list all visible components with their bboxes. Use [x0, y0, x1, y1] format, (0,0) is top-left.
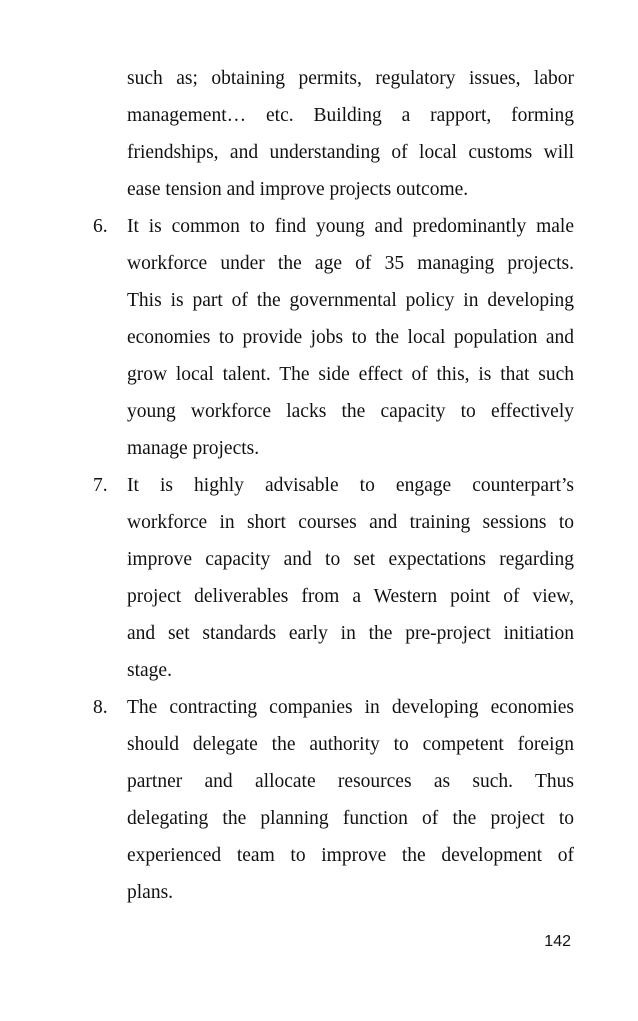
list-item-7-line: stage.	[127, 660, 172, 681]
continuation-line: ease tension and improve projects outcome.	[127, 179, 469, 200]
list-item-8-line: plans.	[127, 882, 174, 903]
list-item-6-line: This is part of the governmental policy in developing	[127, 290, 574, 311]
list-item-number-7: 7.	[93, 475, 108, 496]
list-item-7-line: improve capacity and to set expectations regarding	[127, 549, 574, 570]
continuation-line: management… etc. Building a rapport, forming	[127, 105, 574, 126]
list-item-7-line: project deliverables from a Western point of view,	[127, 586, 574, 607]
list-item-number-6: 6.	[93, 216, 108, 237]
list-item-7-line: and set standards early in the pre-project initiation	[127, 623, 574, 644]
list-item-8-line: The contracting companies in developing economies	[127, 697, 574, 718]
list-item-8-line: partner and allocate resources as such. Thus	[127, 771, 574, 792]
list-item-6-line: young workforce lacks the capacity to effectively	[127, 401, 574, 422]
list-item-7-line: workforce in short courses and training sessions to	[127, 512, 574, 533]
list-item-6-line: workforce under the age of 35 managing projects.	[127, 253, 574, 274]
page-number: 142	[544, 933, 571, 950]
list-item-8-line: delegating the planning function of the project to	[127, 808, 574, 829]
list-item-6-line: grow local talent. The side effect of this, is that such	[127, 364, 574, 385]
continuation-line: friendships, and understanding of local customs will	[127, 142, 574, 163]
list-item-6-line: It is common to find young and predominantly male	[127, 216, 574, 237]
list-item-8-line: experienced team to improve the development of	[127, 845, 574, 866]
list-item-8-line: should delegate the authority to competent foreign	[127, 734, 574, 755]
list-item-6-line: economies to provide jobs to the local population and	[127, 327, 574, 348]
list-item-7-line: It is highly advisable to engage counterpart’s	[127, 475, 574, 496]
list-item-number-8: 8.	[93, 697, 108, 718]
list-item-6-line: manage projects.	[127, 438, 260, 459]
continuation-line: such as; obtaining permits, regulatory issues, labor	[127, 68, 574, 89]
